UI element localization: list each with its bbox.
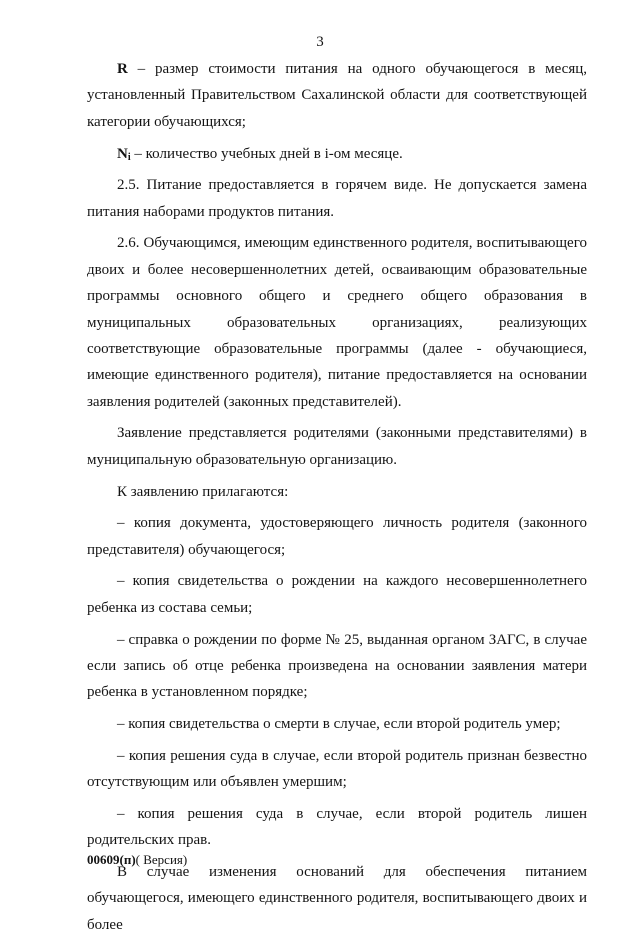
- paragraph-n-definition: [87, 141, 587, 167]
- paragraph-change-of-grounds: В случае изменения оснований для обеспечения питанием обучающегося, имеющего единственного родителя, воспитывающего двоих и более: [87, 863, 587, 933]
- list-item-identity-document: – копия документа, удостоверяющего личность родителя (законного представителя) обучающегося;: [87, 515, 587, 558]
- paragraph-2-5: 2.5. Питание предоставляется в горячем виде. Не допускается замена питания наборами продуктов питания.: [87, 177, 587, 220]
- document-code: 00609(п): [87, 852, 136, 867]
- list-item-court-decision-rights: – копия решения суда в случае, если второй родитель лишен родительских прав.: [87, 805, 587, 849]
- variable-n: [117, 146, 131, 162]
- paragraph-r-definition: [87, 56, 587, 135]
- paragraph-text: – количество учебных дней в i-ом месяце.: [130, 145, 403, 162]
- page-number: 3: [316, 34, 324, 50]
- list-item-birth-record-form: – справка о рождении по форме № 25, выданная органом ЗАГС, в случае если запись об отце ребенка произведена на основании заявления матери ребенка в установленном порядке;: [87, 631, 587, 701]
- list-item-death-certificate: – копия свидетельства о смерти в случае, если второй родитель умер;: [117, 716, 561, 733]
- paragraph-application: Заявление представляется родителями (законными представителями) в муниципальную образовательную организацию.: [87, 425, 587, 468]
- variable-n-subscript: i: [127, 151, 131, 163]
- paragraph-attachments-intro: К заявлению прилагаются:: [117, 483, 289, 500]
- list-item-birth-certificate: – копия свидетельства о рождении на каждого несовершеннолетнего ребенка из состава семьи;: [87, 573, 587, 616]
- variable-r: R: [117, 61, 128, 77]
- variable-n-letter: N: [117, 145, 128, 162]
- paragraph-2-6: 2.6. Обучающимся, имеющим единственного родителя, воспитывающего двоих и более несовершеннолетних детей, осваивающим образовательные программы основного общего и среднего общего образования в муниципальных образовательных организациях, реализующих соответствующие образовательные программы (далее - обучающиеся, имеющие единственного родителя), питание предоставляется на основании заявления родителей (законных представителей).: [87, 235, 587, 410]
- list-item-court-decision-missing: – копия решения суда в случае, если второй родитель признан безвестно отсутствующим или объявлен умершим;: [87, 747, 587, 791]
- document-body: [87, 56, 587, 938]
- document-version: ( Версия): [135, 852, 188, 867]
- document-footer: [87, 852, 187, 868]
- paragraph-text: – размер стоимости питания на одного обучающегося в месяц, установленный Правительством Сахалинской области для соответствующей категории обучающихся;: [87, 61, 587, 130]
